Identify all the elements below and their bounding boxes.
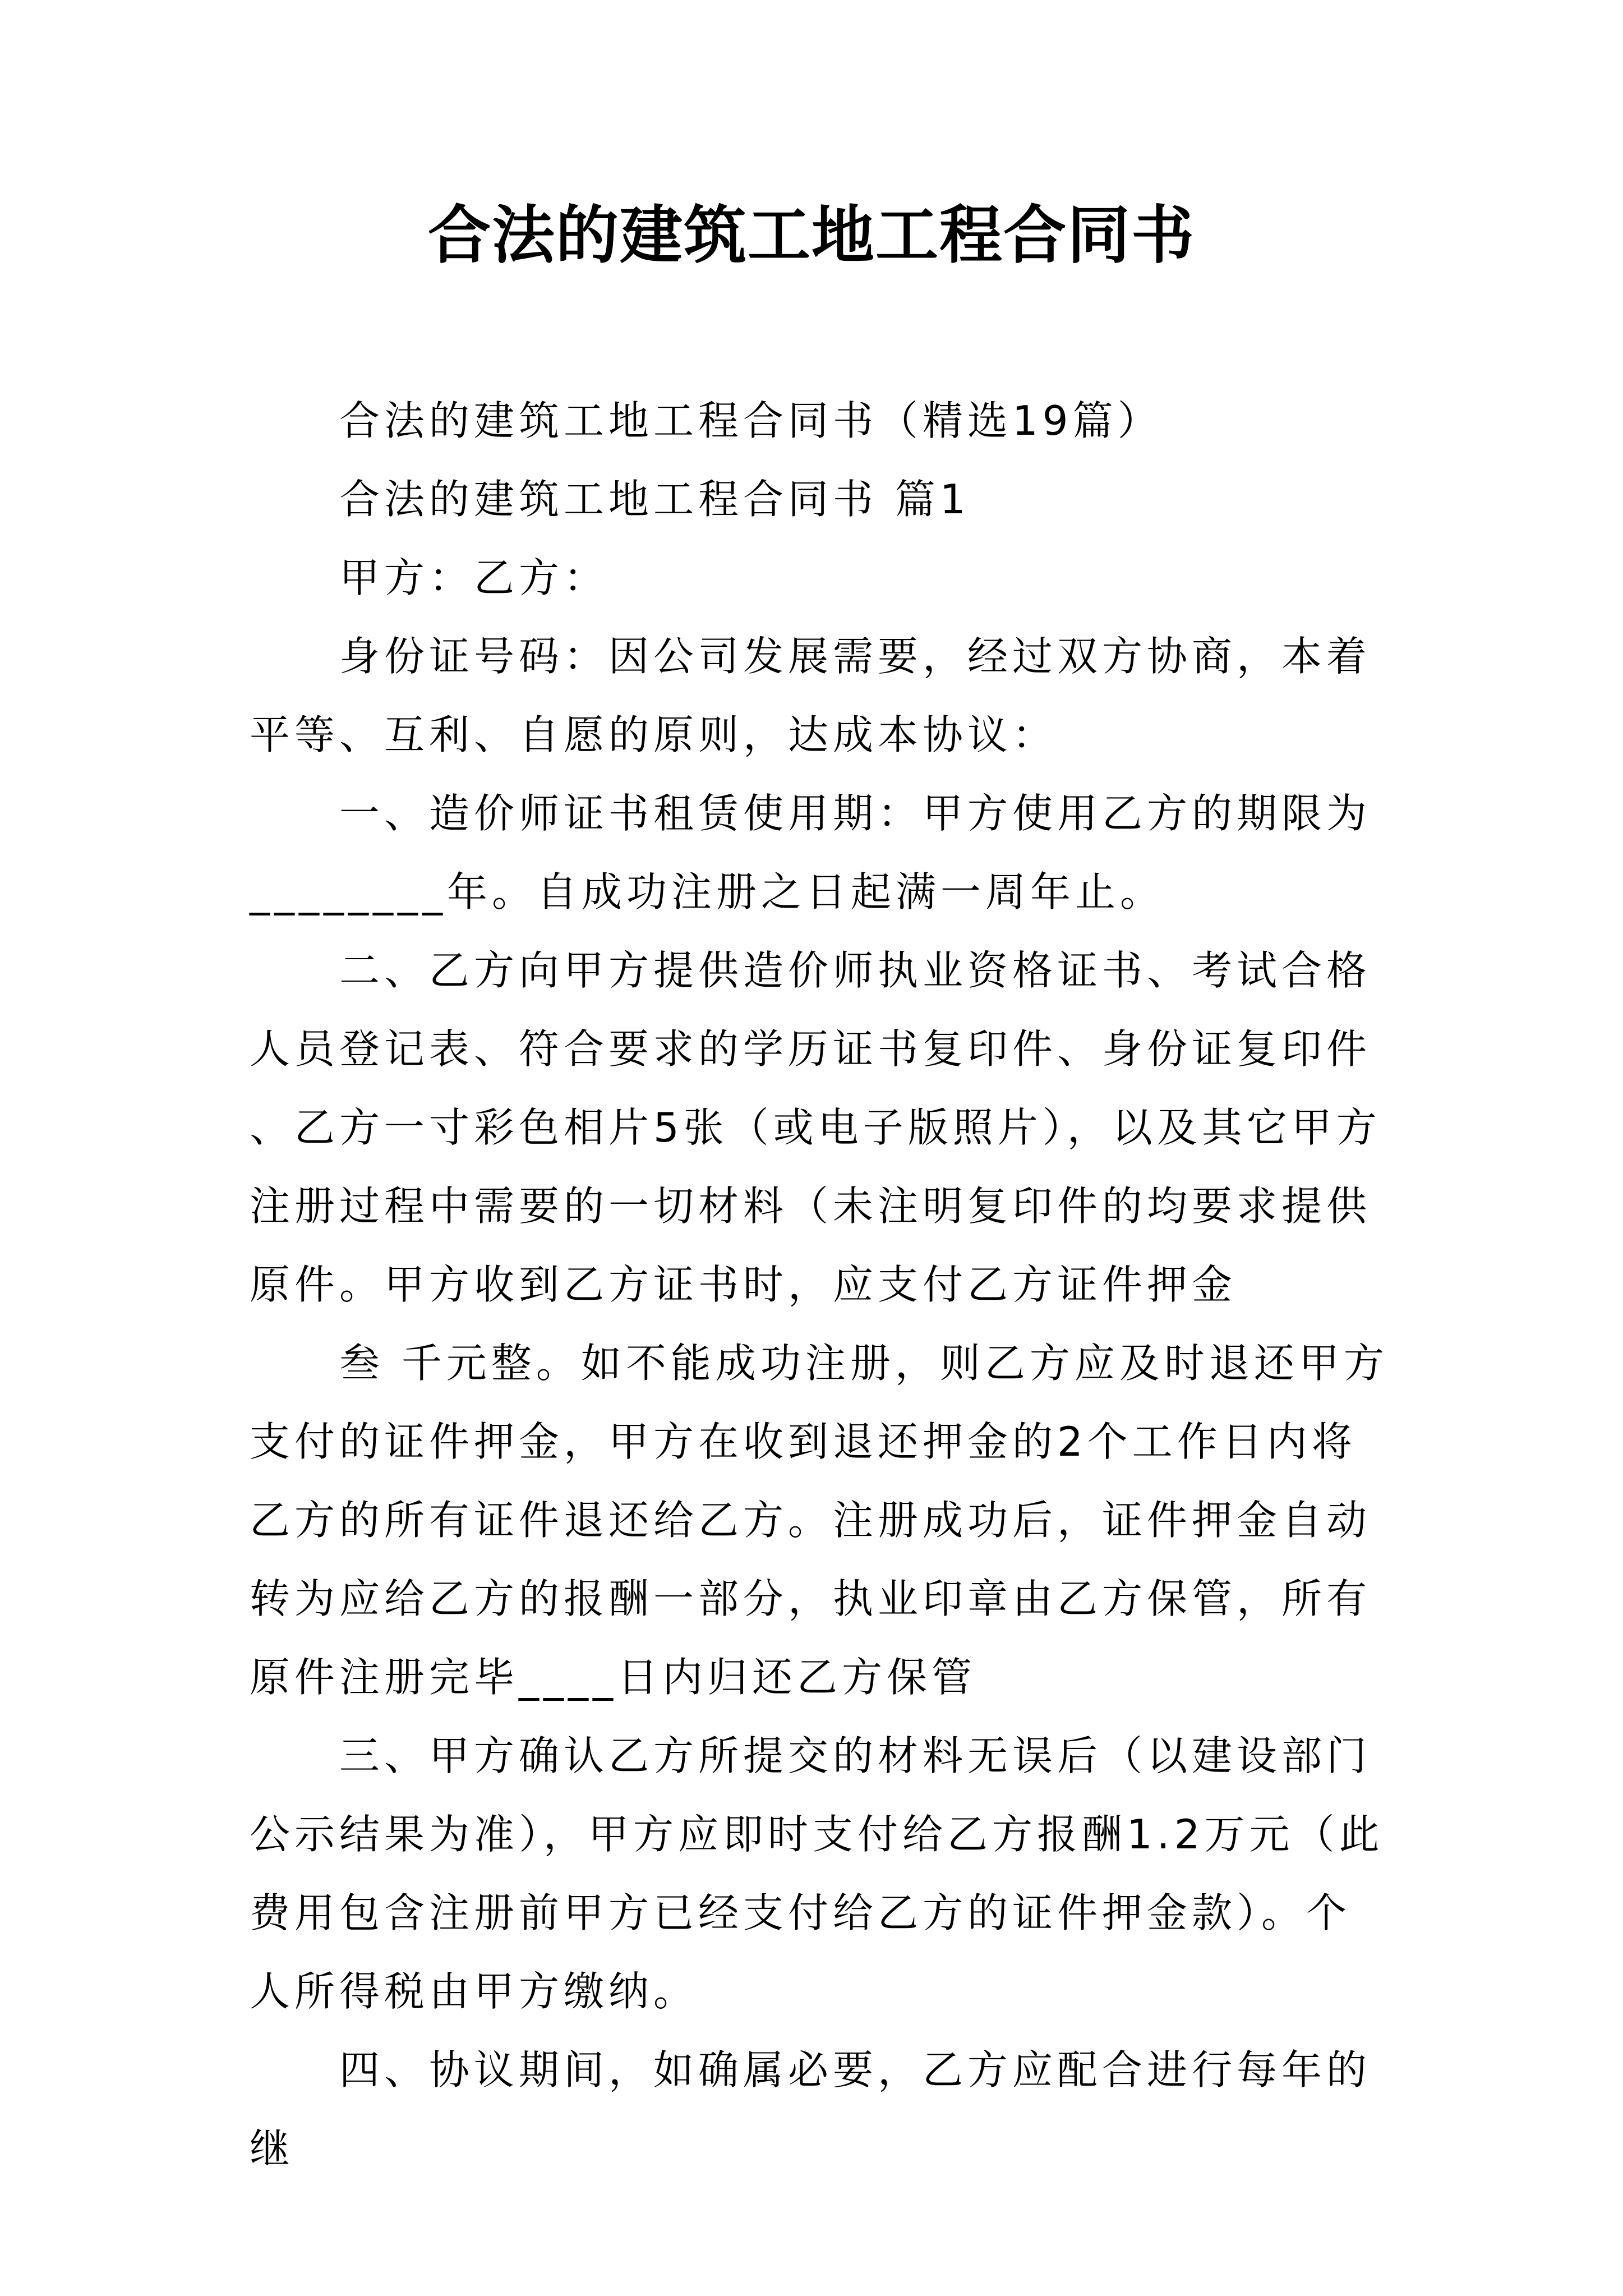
paragraph-collection-title: 合法的建筑工地工程合同书（精选19篇） — [339, 397, 1163, 444]
paragraph-clause-3: 三、甲方确认乙方所提交的材料无误后（以建设部门公示结果为准），甲方应即时支付给乙方报酬1.2万元（此费用包含注册前甲方已经支付给乙方的证件押金款）。个人所得税由甲方缴纳。 — [250, 1732, 1384, 2015]
paragraph-clause-4: 四、协议期间，如确属必要，乙方应配合进行每年的继 — [250, 2046, 1372, 2172]
paragraph-parties: 甲方：乙方： — [339, 554, 609, 601]
paragraph-clause-2: 二、乙方向甲方提供造价师执业资格证书、考试合格人员登记表、符合要求的学历证书复印件、身份证复印件、乙方一寸彩色相片5张（或电子版照片），以及其它甲方注册过程中需要的一切材料（未注明复印件的均要求提供原件。甲方收到乙方证书时，应支付乙方证件押金 — [250, 947, 1381, 1308]
document-title: 合法的建筑工地工程合同书 — [428, 199, 1195, 272]
paragraph-section-heading: 合法的建筑工地工程合同书 篇1 — [339, 476, 970, 523]
document-body — [250, 381, 1394, 2188]
paragraph-clause-2-continued: 叁 千元整。如不能成功注册，则乙方应及时退还甲方支付的证件押金，甲方在收到退还押金的2个工作日内将乙方的所有证件退还给乙方。注册成功后，证件押金自动转为应给乙方的报酬一部分，执业印章由乙方保管，所有原件注册完毕____日内归还乙方保管 — [250, 1340, 1389, 1701]
paragraph-id-number: 身份证号码：因公司发展需要，经过双方协商，本着平等、互利、自愿的原则，达成本协议： — [250, 633, 1372, 758]
paragraph-clause-1: 一、造价师证书租赁使用期：甲方使用乙方的期限为________年。自成功注册之日起满一周年止。 — [250, 790, 1372, 915]
